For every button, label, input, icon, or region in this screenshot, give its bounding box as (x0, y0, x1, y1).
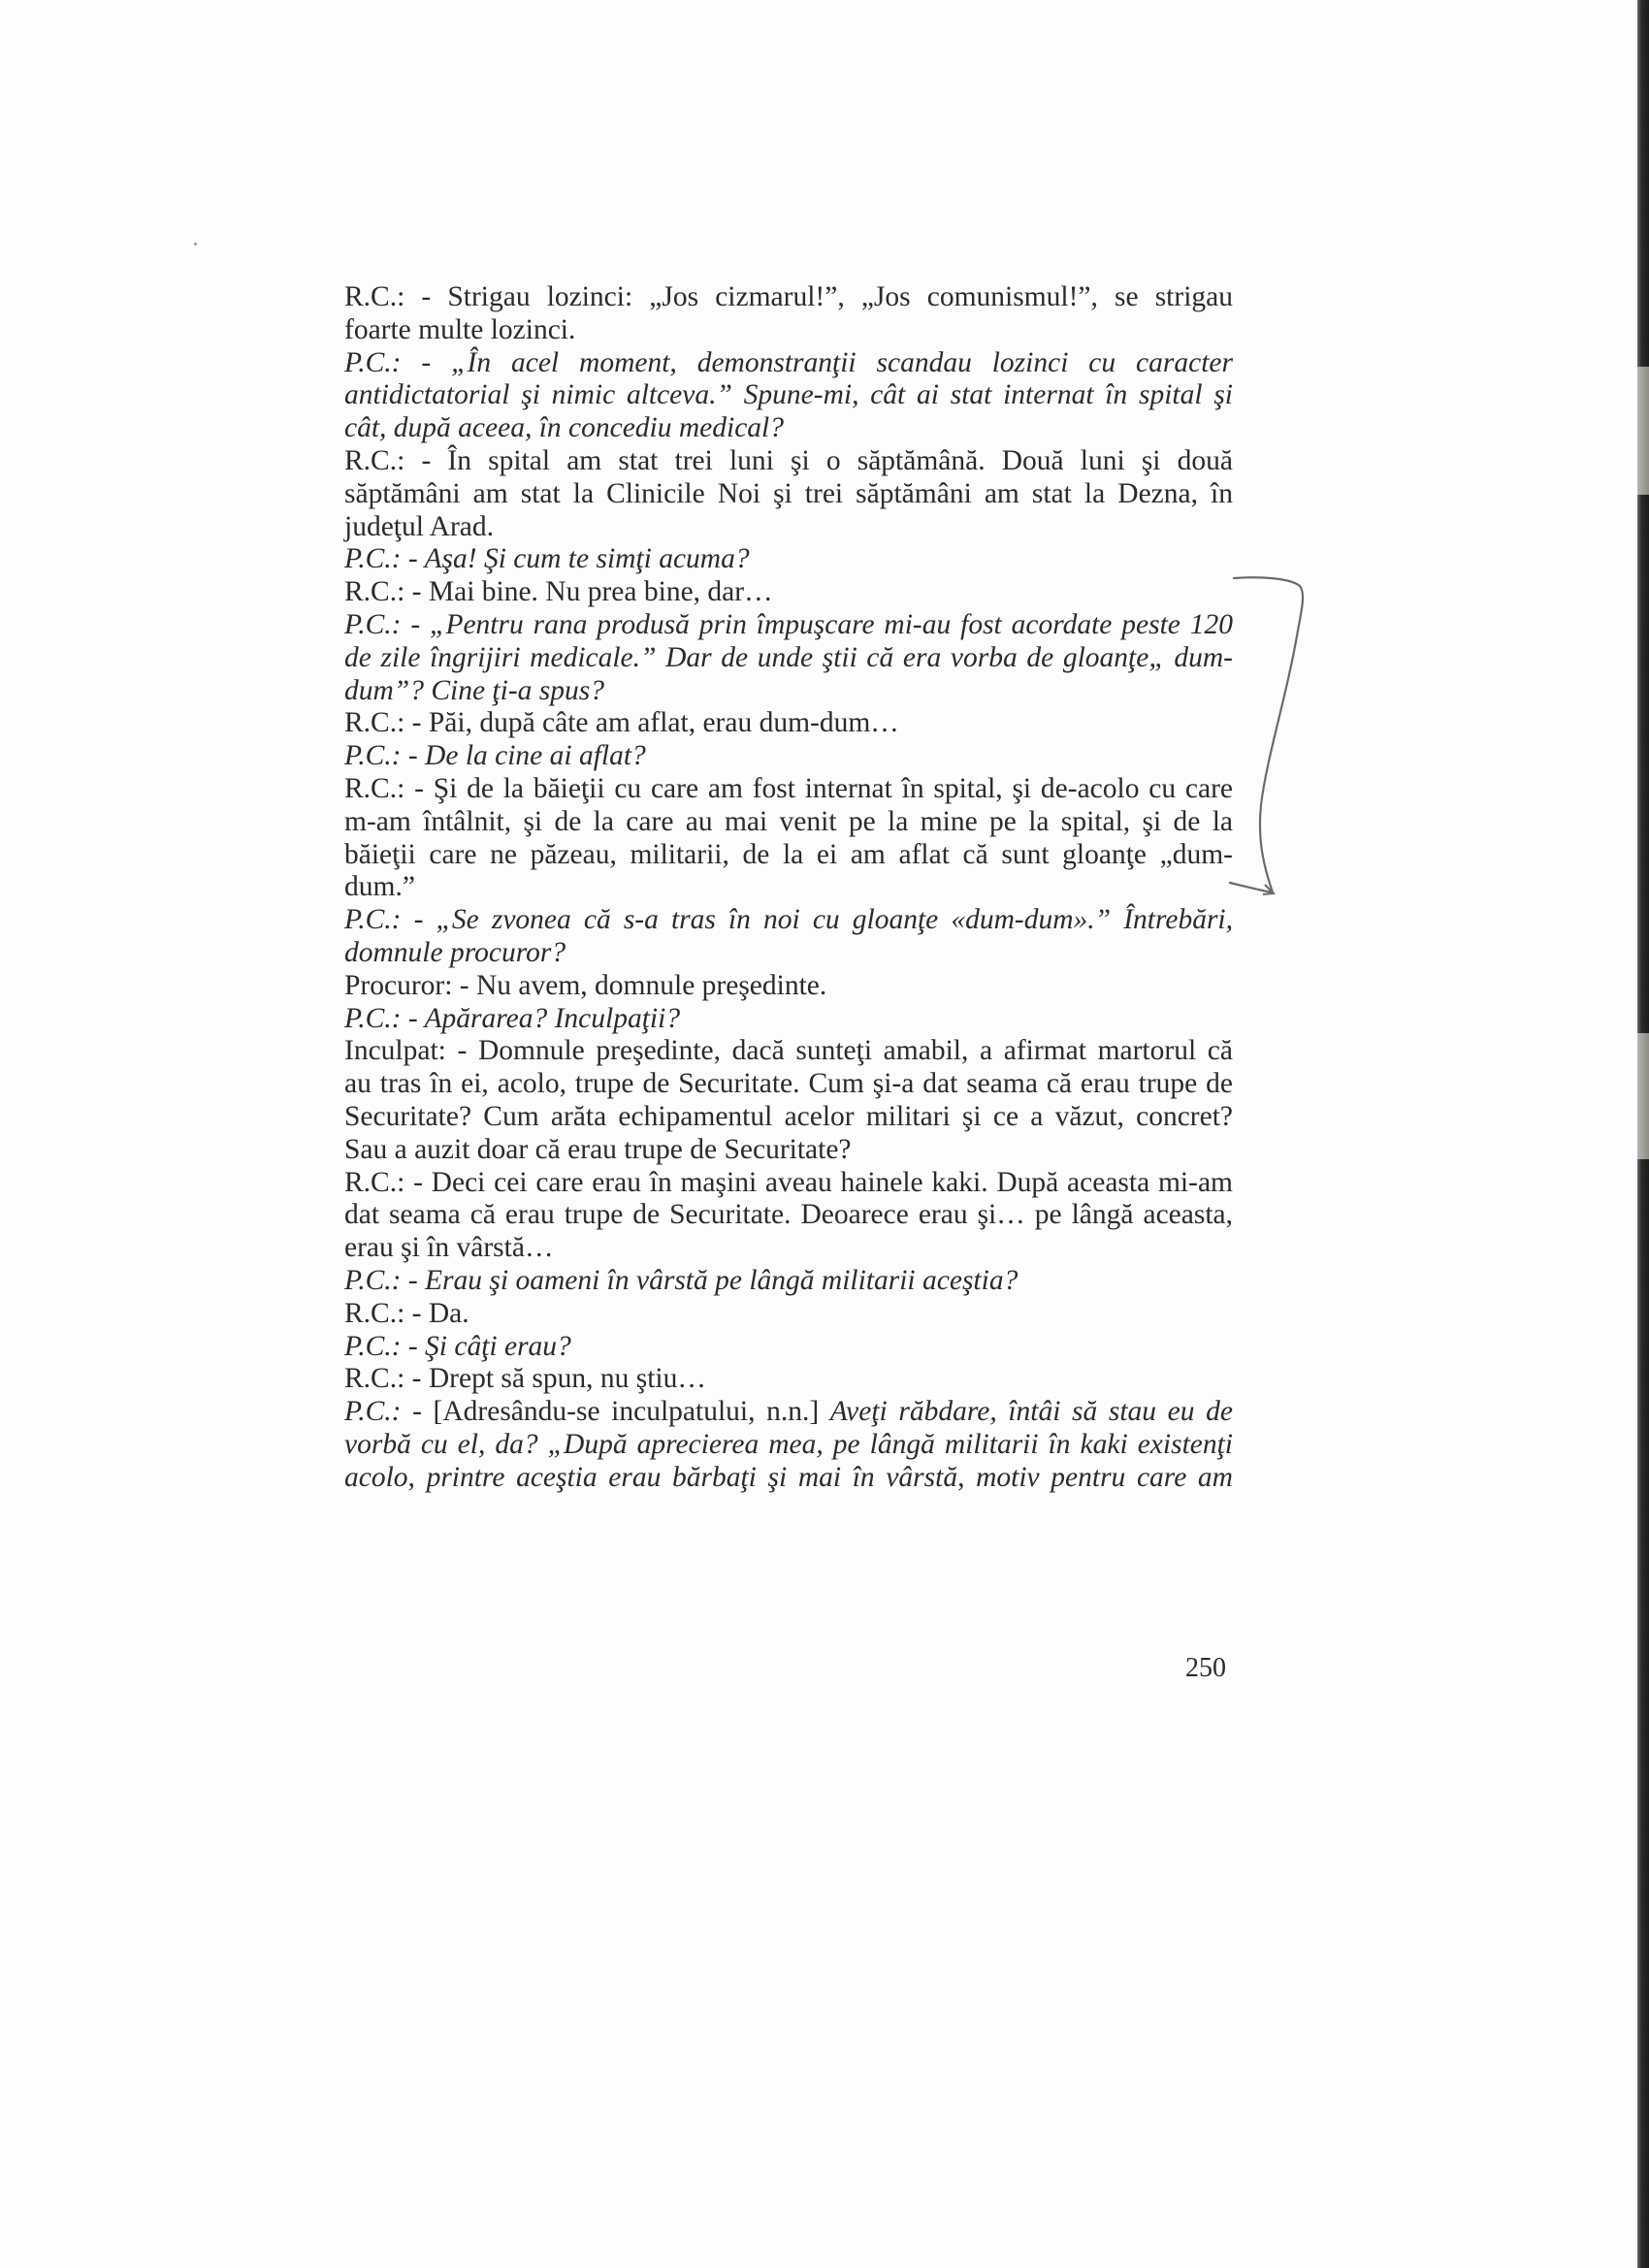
text-run: foarte multe lozinci. (344, 313, 576, 345)
bracket-arrowhead (1263, 885, 1274, 894)
text-run: Securitate? Cum arăta echipamentul acelor militari şi ce a văzut, concret? (344, 1100, 1233, 1132)
text-run: Procuror: - Nu avem, domnule preşedinte. (344, 969, 827, 1001)
text-line (344, 609, 1233, 642)
text-run: Inculpat: - Domnule preşedinte, dacă sunteţi amabil, a afirmat martorul că (344, 1035, 1233, 1067)
text-run: R.C.: - Da. (344, 1297, 469, 1329)
text-line (344, 1068, 1233, 1101)
text-line (344, 707, 1233, 740)
text-line (344, 314, 1233, 347)
italic-text-run: P.C.: - Erau şi oameni în vârstă pe lângă militarii aceştia? (344, 1264, 1018, 1296)
text-line (344, 1003, 1233, 1036)
text-line (344, 970, 1233, 1003)
italic-text-run: vorbă cu el, da? „După aprecierea mea, pe lângă militarii în kaki existenţi (344, 1428, 1233, 1460)
text-line (344, 773, 1233, 806)
text-line (344, 1462, 1233, 1495)
italic-text-run: P.C.: - „Pentru rana produsă prin împuşcare mi-au fost acordate peste 120 (344, 608, 1233, 640)
text-run: Sau a auzit doar că erau trupe de Securitate? (344, 1133, 852, 1165)
text-line (344, 543, 1233, 576)
text-run: dat seama că erau trupe de Securitate. Deoarece erau şi… pe lângă aceasta, (344, 1199, 1233, 1231)
scanner-edge (1637, 0, 1649, 2268)
italic-text-run: P.C.: - De la cine ai aflat? (344, 740, 646, 772)
text-run: R.C.: - Mai bine. Nu prea bine, dar… (344, 576, 773, 608)
text-line (344, 1035, 1233, 1068)
text-run: dum.” (344, 871, 415, 903)
text-run: R.C.: - Drept să spun, nu ştiu… (344, 1363, 706, 1395)
text-line (344, 1396, 1233, 1429)
text-line (344, 1167, 1233, 1200)
text-line (344, 412, 1233, 445)
text-run: m-am întâlnit, şi de la care au mai venit pe la mine pe la spital, şi de la (344, 805, 1233, 837)
scan-speck (194, 243, 197, 245)
text-run: R.C.: - În spital am stat trei luni şi o săptămână. Două luni şi două (344, 444, 1233, 476)
text-line (344, 740, 1233, 773)
text-line (344, 1134, 1233, 1167)
text-line (344, 1265, 1233, 1298)
italic-text-run: dum”? Cine ţi-a spus? (344, 674, 604, 706)
text-run: au tras în ei, acolo, trupe de Securitate. Cum şi-a dat seama că erau trupe de (344, 1068, 1233, 1100)
italic-text-run: acolo, printre aceştia erau bărbaţi şi mai în vârstă, motiv pentru care am (344, 1461, 1233, 1493)
text-line (344, 642, 1233, 675)
text-line (344, 379, 1233, 412)
transcript-text (344, 281, 1233, 1494)
text-line (344, 1298, 1233, 1331)
italic-text-run: P.C.: - Şi câţi erau? (344, 1330, 571, 1362)
text-line (344, 445, 1233, 478)
text-line (344, 937, 1233, 970)
text-line (344, 511, 1233, 544)
page-number: 250 (1185, 1653, 1226, 1683)
text-run: R.C.: - Deci cei care erau în maşini aveau hainele kaki. După aceasta mi-am (344, 1166, 1233, 1198)
italic-text-run: P.C.: - Apărarea? Inculpaţii? (344, 1002, 681, 1034)
scanner-edge-segment (1637, 367, 1649, 495)
text-line (344, 1331, 1233, 1364)
text-line (344, 347, 1233, 380)
text-line (344, 806, 1233, 839)
italic-text-run: P.C.: - „În acel moment, demonstranţii scandau lozinci cu caracter (344, 346, 1233, 378)
text-line (344, 1429, 1233, 1462)
text-line (344, 1199, 1233, 1232)
text-line (344, 675, 1233, 708)
italic-text-run: antidictatorial şi nimic altceva.” Spune-mi, cât ai stat internat în spital şi (344, 379, 1233, 411)
text-run: băieţii care ne păzeau, militarii, de la ei am aflat că sunt gloanţe „dum- (344, 838, 1233, 870)
text-run: judeţul Arad. (344, 510, 495, 542)
text-run: [Adresându-se inculpatului, n.n.] (433, 1396, 830, 1428)
text-line (344, 281, 1233, 314)
text-run: R.C.: - Şi de la băieţii cu care am fost internat în spital, şi de-acolo cu care (344, 772, 1233, 804)
italic-text-run: P.C.: - Aşa! Şi cum te simţi acuma? (344, 543, 750, 575)
italic-text-run: domnule procuror? (344, 936, 566, 968)
text-line (344, 1232, 1233, 1265)
bracket-stroke (1230, 577, 1303, 892)
text-line (344, 1101, 1233, 1134)
text-line (344, 839, 1233, 872)
text-line (344, 871, 1233, 904)
scanner-edge-segment (1637, 1033, 1649, 1159)
italic-text-run: Aveţi răbdare, întâi să stau eu de (829, 1396, 1233, 1428)
italic-text-run: de zile îngrijiri medicale.” Dar de unde ştii că era vorba de gloanţe„ dum- (344, 641, 1233, 673)
text-run: R.C.: - Strigau lozinci: „Jos cizmarul!”, „Jos comunismul!”, se strigau (344, 281, 1233, 312)
text-run: săptămâni am stat la Clinicile Noi şi trei săptămâni am stat la Dezna, în (344, 477, 1233, 509)
italic-text-run: cât, după aceea, în concediu medical? (344, 412, 785, 444)
text-line (344, 1363, 1233, 1396)
text-run: R.C.: - Păi, după câte am aflat, erau dum-dum… (344, 707, 899, 739)
text-line (344, 478, 1233, 511)
italic-text-run: P.C.: - (344, 1396, 434, 1428)
text-line (344, 576, 1233, 609)
italic-text-run: P.C.: - „Se zvonea că s-a tras în noi cu gloanţe «dum-dum».” Întrebări, (344, 904, 1233, 936)
text-line (344, 904, 1233, 937)
text-run: erau şi în vârstă… (344, 1232, 554, 1264)
